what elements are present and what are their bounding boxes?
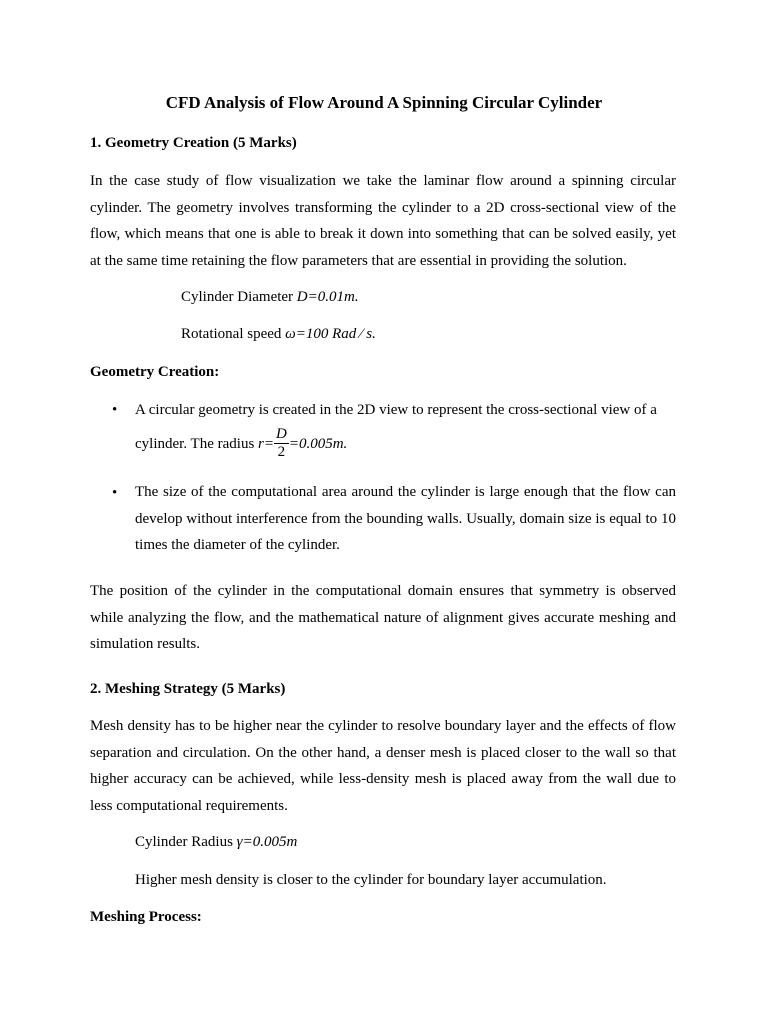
document-title: CFD Analysis of Flow Around A Spinning Circular Cylinder bbox=[165, 93, 603, 112]
diameter-label: Cylinder Diameter bbox=[181, 289, 294, 305]
speed-label: Rotational speed bbox=[181, 326, 282, 342]
section-2-heading: 2. Meshing Strategy (5 Marks) bbox=[90, 681, 286, 697]
radius-formula: γ=0.005m bbox=[236, 834, 298, 850]
bullet-dot-icon: • bbox=[112, 485, 118, 501]
speed-formula: ω=100 Rad ⁄ s. bbox=[285, 326, 376, 342]
position-paragraph: The position of the cylinder in the computational domain ensures that symmetry is observed while analyzing the flow, and the mathematical nature of alignment gives accurate meshing and simulation results. bbox=[90, 583, 676, 653]
diameter-formula: D=0.01m. bbox=[296, 289, 359, 305]
bullet-1-line-2 bbox=[135, 427, 676, 462]
radius-equation bbox=[135, 834, 297, 851]
bullet-1-prefix: cylinder. The radius bbox=[135, 435, 255, 452]
radius-fraction bbox=[274, 426, 289, 461]
mesh-density-note: Higher mesh density is closer to the cylinder for boundary layer accumulation. bbox=[135, 872, 607, 888]
radius-variable: r= bbox=[258, 435, 274, 452]
geometry-creation-subheading: Geometry Creation: bbox=[90, 364, 220, 380]
radius-label: Cylinder Radius bbox=[135, 834, 233, 850]
section-1-heading: 1. Geometry Creation (5 Marks) bbox=[90, 135, 297, 151]
fraction-numerator: D bbox=[276, 425, 287, 442]
diameter-equation bbox=[181, 289, 359, 306]
fraction-denominator: 2 bbox=[277, 443, 286, 460]
radius-value: =0.005m. bbox=[288, 435, 348, 452]
bullet-1-line-1: A circular geometry is created in the 2D view to represent the cross-sectional view of a bbox=[135, 402, 657, 418]
bullet-1-text bbox=[135, 397, 676, 462]
bullet-dot-icon: • bbox=[112, 402, 118, 418]
speed-equation bbox=[181, 326, 376, 343]
section-2-intro-paragraph: Mesh density has to be higher near the cylinder to resolve boundary layer and the effects of flow separation and circulation. On the other hand, a denser mesh is placed closer to the wall so that higher accuracy can be achieved, while less-density mesh is placed away from the wall due to less computational requirements. bbox=[90, 718, 676, 814]
section-1-intro-paragraph: In the case study of flow visualization we take the laminar flow around a spinning circular cylinder. The geometry involves transforming the cylinder to a 2D cross-sectional view of the flow, which means that one is able to break it down into something that can be solved easily, yet at the same time retaining the flow parameters that are essential in providing the solution. bbox=[90, 173, 676, 269]
meshing-process-subheading: Meshing Process: bbox=[90, 909, 202, 925]
bullet-2-text: The size of the computational area around the cylinder is large enough that the flow can develop without interference from the bounding walls. Usually, domain size is equal to 10 times the diameter of the cylinder. bbox=[135, 484, 676, 554]
